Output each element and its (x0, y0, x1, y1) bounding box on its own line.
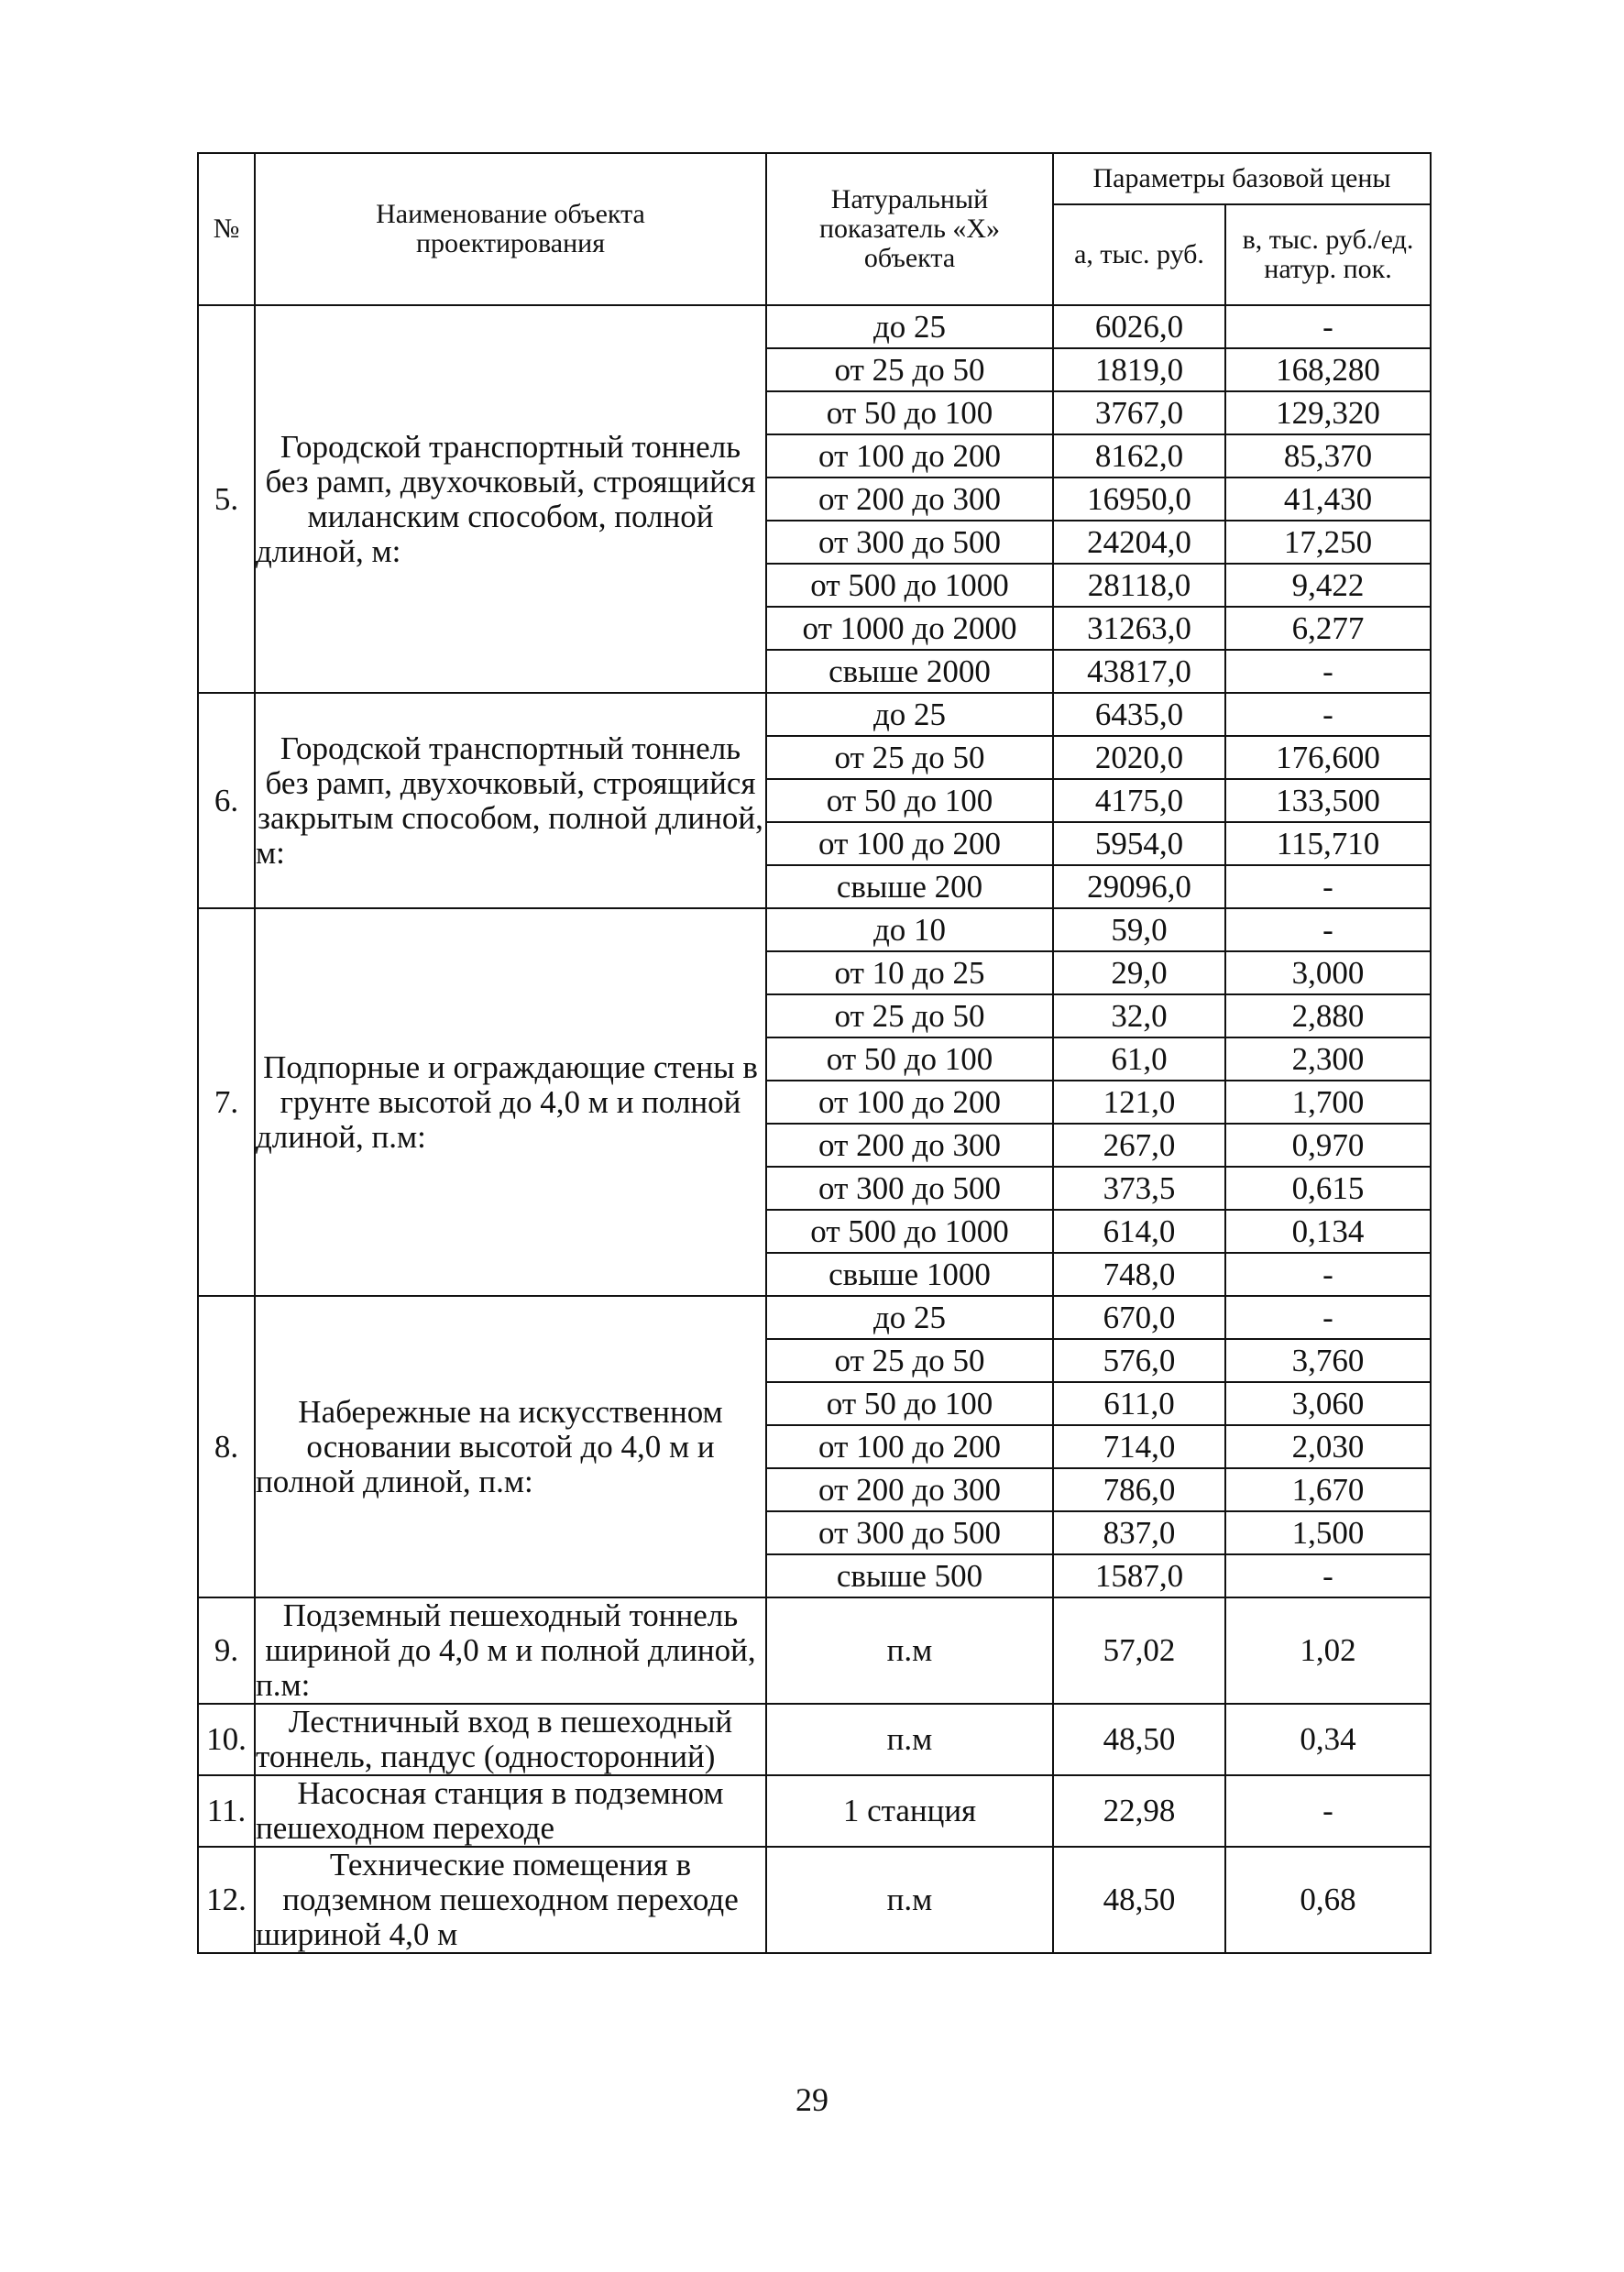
param-a-value: 576,0 (1053, 1339, 1225, 1382)
header-col-b: в, тыс. руб./ед. натур. пок. (1225, 204, 1431, 305)
param-b-value: 85,370 (1225, 434, 1431, 477)
indicator-range: от 300 до 500 (766, 1511, 1053, 1554)
table-header (198, 153, 1431, 305)
param-b-value: 2,300 (1225, 1037, 1431, 1081)
param-a-value: 614,0 (1053, 1210, 1225, 1253)
indicator-range: до 25 (766, 305, 1053, 348)
table-row (198, 305, 1431, 348)
row-number: 10. (198, 1704, 255, 1775)
param-a-value: 837,0 (1053, 1511, 1225, 1554)
indicator-unit: п.м (766, 1704, 1053, 1775)
param-a-value: 1587,0 (1053, 1554, 1225, 1597)
param-b-value: 115,710 (1225, 822, 1431, 865)
price-table (197, 152, 1432, 1954)
param-b-value: 1,500 (1225, 1511, 1431, 1554)
param-a-value: 32,0 (1053, 994, 1225, 1037)
header-params: Параметры базовой цены (1053, 153, 1431, 204)
indicator-range: до 25 (766, 1296, 1053, 1339)
indicator-range: от 100 до 200 (766, 434, 1053, 477)
param-b-value: 3,000 (1225, 951, 1431, 994)
table-row (198, 1597, 1431, 1704)
param-a-value: 4175,0 (1053, 779, 1225, 822)
indicator-range: от 50 до 100 (766, 779, 1053, 822)
table-row (198, 1704, 1431, 1775)
param-b-value: 0,34 (1225, 1704, 1431, 1775)
param-b-value: 0,970 (1225, 1124, 1431, 1167)
param-b-value: 2,880 (1225, 994, 1431, 1037)
param-b-value: - (1225, 650, 1431, 693)
table-row (198, 1847, 1431, 1953)
indicator-range: от 200 до 300 (766, 1468, 1053, 1511)
param-b-value: 17,250 (1225, 521, 1431, 564)
page-number: 29 (796, 2081, 828, 2118)
indicator-range: от 500 до 1000 (766, 564, 1053, 607)
indicator-range: свыше 200 (766, 865, 1053, 908)
object-name: Насосная станция в подземном пешеходном переходе (255, 1775, 766, 1847)
indicator-range: от 100 до 200 (766, 1081, 1053, 1124)
indicator-range: до 25 (766, 693, 1053, 736)
indicator-range: от 1000 до 2000 (766, 607, 1053, 650)
param-a-value: 5954,0 (1053, 822, 1225, 865)
param-b-value: 3,760 (1225, 1339, 1431, 1382)
table-row (198, 1775, 1431, 1847)
param-a-value: 24204,0 (1053, 521, 1225, 564)
row-number: 12. (198, 1847, 255, 1953)
object-name: Лестничный вход в пешеходный тоннель, пандус (односторонний) (255, 1704, 766, 1775)
param-b-value: - (1225, 693, 1431, 736)
indicator-range: от 200 до 300 (766, 477, 1053, 521)
param-a-value: 3767,0 (1053, 391, 1225, 434)
header-indicator: Натуральный показатель «Х» объекта (766, 153, 1053, 305)
param-a-value: 786,0 (1053, 1468, 1225, 1511)
param-b-value: 129,320 (1225, 391, 1431, 434)
indicator-range: от 100 до 200 (766, 1425, 1053, 1468)
param-b-value: 133,500 (1225, 779, 1431, 822)
param-a-value: 28118,0 (1053, 564, 1225, 607)
object-name: Набережные на искусственном основании высотой до 4,0 м и полной длиной, п.м: (255, 1296, 766, 1597)
row-number: 5. (198, 305, 255, 693)
indicator-range: от 50 до 100 (766, 1037, 1053, 1081)
table-row (198, 693, 1431, 736)
object-name: Технические помещения в подземном пешеходном переходе шириной 4,0 м (255, 1847, 766, 1953)
indicator-range: от 25 до 50 (766, 348, 1053, 391)
param-a-value: 29096,0 (1053, 865, 1225, 908)
param-a-value: 57,02 (1053, 1597, 1225, 1704)
param-a-value: 16950,0 (1053, 477, 1225, 521)
param-a-value: 267,0 (1053, 1124, 1225, 1167)
indicator-range: от 25 до 50 (766, 994, 1053, 1037)
param-b-value: 0,134 (1225, 1210, 1431, 1253)
indicator-range: от 50 до 100 (766, 1382, 1053, 1425)
row-number: 7. (198, 908, 255, 1296)
indicator-range: до 10 (766, 908, 1053, 951)
table-row (198, 1296, 1431, 1339)
indicator-range: от 500 до 1000 (766, 1210, 1053, 1253)
object-name: Городской транспортный тоннель без рамп, двухочковый, строящийся закрытым способом, полной длиной, м: (255, 693, 766, 908)
param-b-value: - (1225, 865, 1431, 908)
param-a-value: 121,0 (1053, 1081, 1225, 1124)
table-body (198, 305, 1431, 1953)
object-name: Подземный пешеходный тоннель шириной до 4,0 м и полной длиной, п.м: (255, 1597, 766, 1704)
param-a-value: 748,0 (1053, 1253, 1225, 1296)
table-row (198, 908, 1431, 951)
param-a-value: 31263,0 (1053, 607, 1225, 650)
indicator-unit: 1 станция (766, 1775, 1053, 1847)
param-b-value: 3,060 (1225, 1382, 1431, 1425)
param-b-value: 9,422 (1225, 564, 1431, 607)
param-a-value: 611,0 (1053, 1382, 1225, 1425)
row-number: 11. (198, 1775, 255, 1847)
indicator-range: свыше 1000 (766, 1253, 1053, 1296)
param-a-value: 48,50 (1053, 1704, 1225, 1775)
indicator-range: от 300 до 500 (766, 1167, 1053, 1210)
param-b-value: 1,670 (1225, 1468, 1431, 1511)
param-a-value: 670,0 (1053, 1296, 1225, 1339)
indicator-range: свыше 500 (766, 1554, 1053, 1597)
param-b-value: - (1225, 1554, 1431, 1597)
param-a-value: 59,0 (1053, 908, 1225, 951)
indicator-range: свыше 2000 (766, 650, 1053, 693)
param-a-value: 6026,0 (1053, 305, 1225, 348)
param-b-value: - (1225, 1253, 1431, 1296)
indicator-range: от 50 до 100 (766, 391, 1053, 434)
indicator-range: от 300 до 500 (766, 521, 1053, 564)
param-a-value: 22,98 (1053, 1775, 1225, 1847)
indicator-range: от 200 до 300 (766, 1124, 1053, 1167)
param-a-value: 714,0 (1053, 1425, 1225, 1468)
param-a-value: 1819,0 (1053, 348, 1225, 391)
param-a-value: 29,0 (1053, 951, 1225, 994)
header-name: Наименование объекта проектирования (255, 153, 766, 305)
param-b-value: - (1225, 1775, 1431, 1847)
indicator-range: от 25 до 50 (766, 1339, 1053, 1382)
row-number: 6. (198, 693, 255, 908)
param-a-value: 48,50 (1053, 1847, 1225, 1953)
indicator-range: от 100 до 200 (766, 822, 1053, 865)
param-b-value: 0,615 (1225, 1167, 1431, 1210)
param-a-value: 6435,0 (1053, 693, 1225, 736)
param-a-value: 2020,0 (1053, 736, 1225, 779)
indicator-range: от 25 до 50 (766, 736, 1053, 779)
row-number: 9. (198, 1597, 255, 1704)
param-b-value: 2,030 (1225, 1425, 1431, 1468)
header-num: № (198, 153, 255, 305)
param-b-value: - (1225, 1296, 1431, 1339)
row-number: 8. (198, 1296, 255, 1597)
param-a-value: 61,0 (1053, 1037, 1225, 1081)
header-col-a: а, тыс. руб. (1053, 204, 1225, 305)
indicator-unit: п.м (766, 1597, 1053, 1704)
indicator-range: от 10 до 25 (766, 951, 1053, 994)
param-b-value: 0,68 (1225, 1847, 1431, 1953)
object-name: Подпорные и ограждающие стены в грунте высотой до 4,0 м и полной длиной, п.м: (255, 908, 766, 1296)
param-b-value: 1,02 (1225, 1597, 1431, 1704)
param-b-value: 6,277 (1225, 607, 1431, 650)
param-a-value: 373,5 (1053, 1167, 1225, 1210)
param-a-value: 8162,0 (1053, 434, 1225, 477)
param-b-value: - (1225, 908, 1431, 951)
param-b-value: 1,700 (1225, 1081, 1431, 1124)
object-name: Городской транспортный тоннель без рамп, двухочковый, строящийся миланским способом, полной длиной, м: (255, 305, 766, 693)
param-b-value: 168,280 (1225, 348, 1431, 391)
indicator-unit: п.м (766, 1847, 1053, 1953)
param-b-value: 41,430 (1225, 477, 1431, 521)
param-a-value: 43817,0 (1053, 650, 1225, 693)
param-b-value: 176,600 (1225, 736, 1431, 779)
param-b-value: - (1225, 305, 1431, 348)
